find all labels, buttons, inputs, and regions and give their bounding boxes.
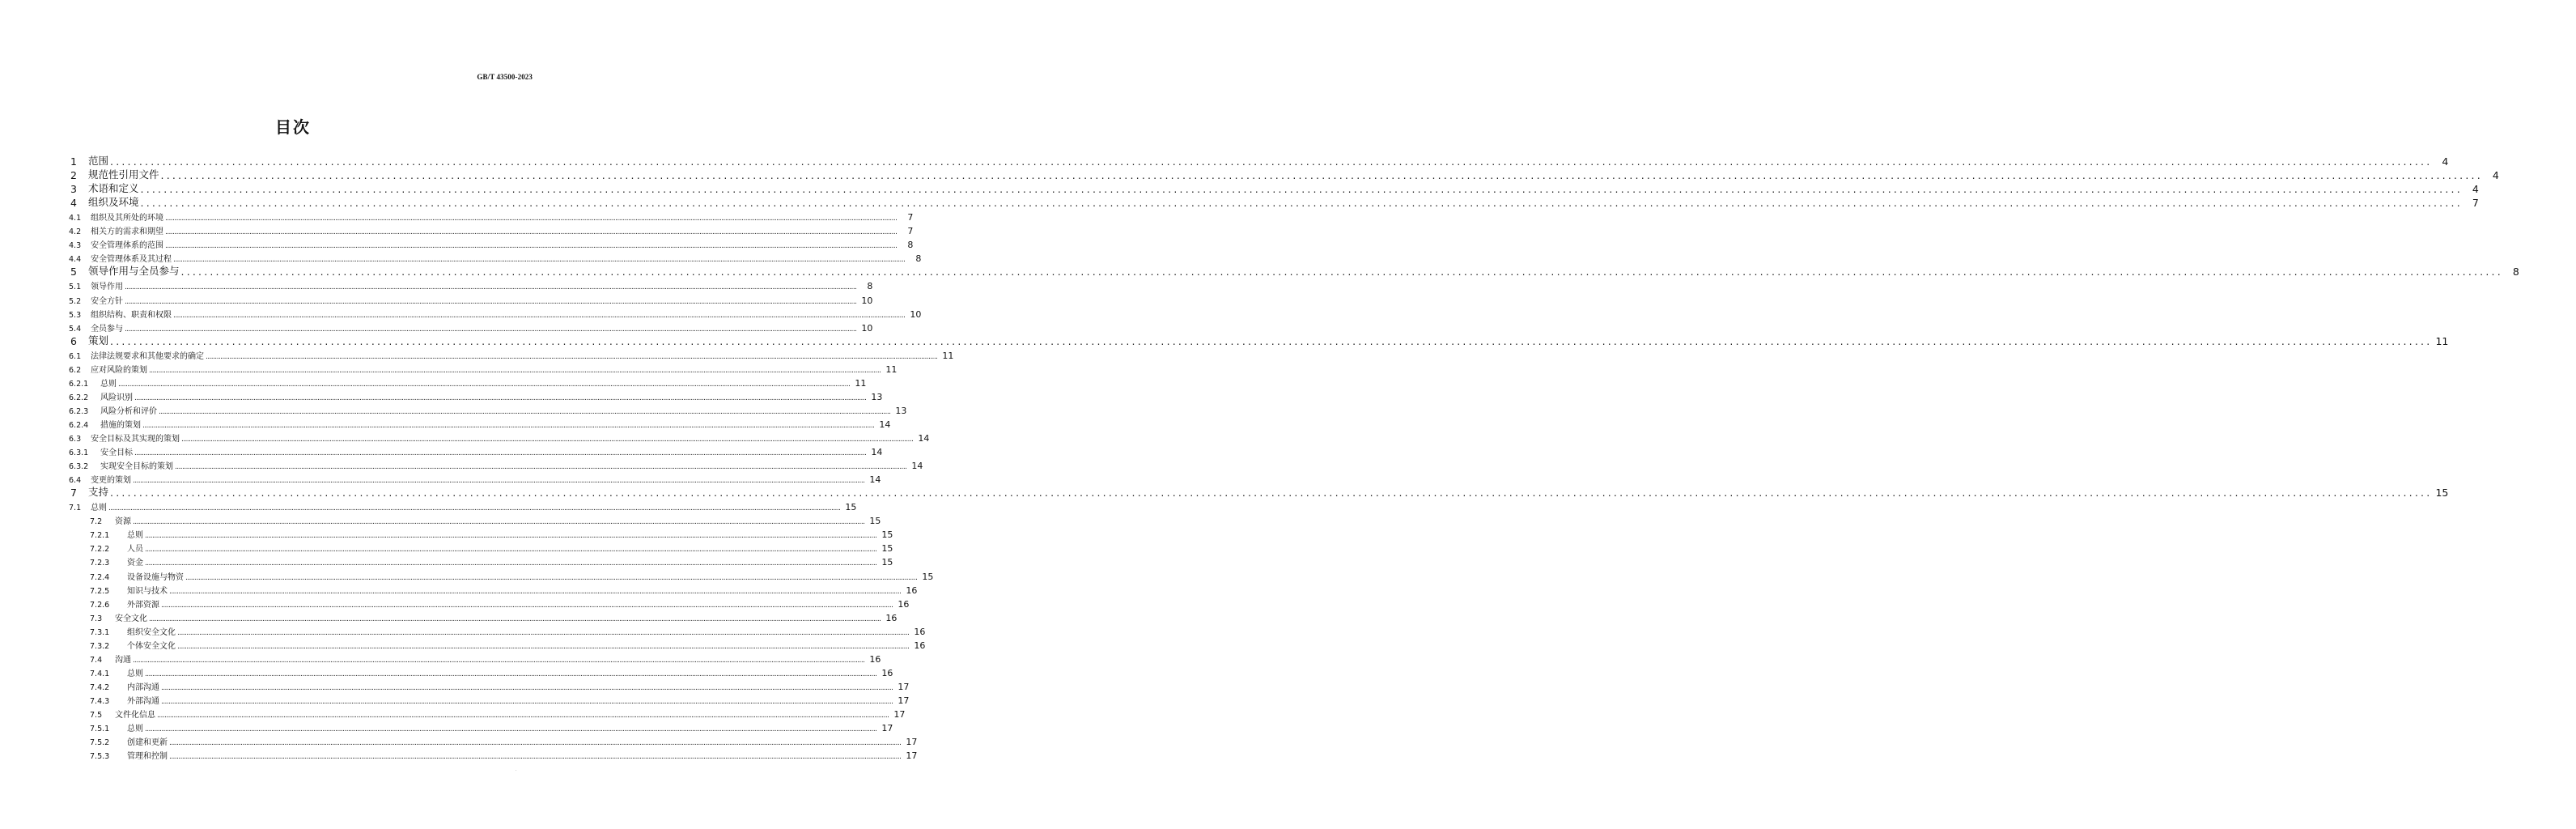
toc-entry-title: 沟通 (115, 655, 131, 665)
toc-entry-title: 组织安全文化 (127, 627, 176, 637)
toc-entry-number: 3 (70, 183, 77, 196)
toc-entry-number: 6.3.1 (69, 449, 89, 458)
toc-entry[interactable] (0, 182, 2479, 196)
toc-leader-dots: ................................................................................................................................................................................................................................................................................................................................................................................................................ (145, 559, 877, 568)
toc-entry[interactable] (0, 377, 867, 389)
toc-entry-number: 6.2.1 (69, 379, 89, 389)
toc-entry-number: 6.4 (69, 476, 82, 486)
toc-entry-page: 11 (942, 350, 954, 361)
toc-entry-page: 15 (922, 571, 934, 582)
toc-entry-page: 13 (895, 405, 907, 416)
toc-entry-number: 4.3 (69, 241, 82, 251)
toc-entry-page: 16 (869, 653, 881, 665)
toc-entry-number: 6.2.4 (69, 420, 89, 430)
toc-entry[interactable] (0, 653, 881, 665)
toc-entry-page: 13 (871, 391, 883, 402)
toc-entry-number: 7.1 (69, 504, 82, 513)
toc-entry-page: 15 (869, 516, 881, 527)
toc-entry[interactable] (0, 486, 2449, 500)
toc-leader-dots: ................................................................................................................................................................................................................................................................................................................................................................................................................ (125, 297, 857, 306)
toc-entry-title: 文件化信息 (115, 711, 155, 720)
toc-entry-title: 应对风险的策划 (91, 365, 147, 375)
toc-entry[interactable] (0, 542, 893, 555)
toc-entry-title: 总则 (100, 379, 117, 389)
toc-entry-title: 规范性引用文件 (88, 168, 159, 181)
toc-leader-dots: ................................................................................................................................................................................................................................................................................................................................................................................................................ (185, 573, 918, 582)
toc-entry[interactable] (0, 334, 2449, 347)
toc-entry-number: 7.4.3 (90, 696, 110, 706)
toc-entry-title: 安全文化 (115, 614, 147, 623)
toc-entry-title: 相关方的需求和期望 (91, 227, 163, 237)
toc-leader-dots: ................................................................................................................................................................................................................................................................................................................................................................................................................ (142, 421, 875, 430)
toc-entry-title: 安全管理体系的范围 (91, 241, 163, 251)
toc-entry-number: 6.1 (69, 351, 82, 361)
toc-entry[interactable] (0, 432, 930, 444)
toc-entry[interactable] (0, 640, 926, 651)
toc-entry-page: 16 (898, 598, 910, 610)
toc-entry-number: 4 (70, 197, 77, 210)
toc-entry-number: 5.3 (69, 310, 82, 320)
toc-leader-dots: ................................................................................................................................................................................................................................................................................................................................................................................................................ (145, 725, 877, 734)
toc-entry-number: 6.2.2 (69, 393, 89, 402)
toc-leader-dots: ................................................................................................................................................................................................................................................................................................................................................................................................................ (206, 352, 938, 361)
toc-entry-number: 7.4.1 (90, 669, 110, 678)
toc-entry[interactable] (0, 265, 2519, 278)
toc-entry-title: 组织及环境 (88, 196, 139, 209)
toc-entry-title: 总则 (127, 725, 143, 734)
toc-entry-title: 安全方针 (91, 296, 123, 306)
toc-leader-dots: ................................................................................................................................................................................................................................................................................................................................................................................................................ (110, 155, 2433, 168)
toc-entry-title: 个体安全文化 (127, 641, 176, 651)
toc-title: 目次 (275, 117, 311, 137)
toc-leader-dots: ................................................................................................................................................................................................................................................................................................................................................................................................................ (157, 712, 889, 720)
toc-entry-number: 7.5.1 (90, 725, 110, 734)
toc-entry-page: 17 (906, 750, 918, 762)
toc-entry[interactable] (0, 350, 954, 361)
toc-entry-title: 安全目标及其实现的策划 (91, 435, 180, 444)
toc-entry-number: 7.5 (90, 711, 103, 720)
toc-entry-title: 人员 (127, 545, 143, 555)
toc-entry-title: 外部资源 (127, 600, 159, 610)
toc-entry-number: 7.2.6 (90, 600, 110, 610)
toc-entry-number: 5 (70, 266, 77, 278)
toc-entry-number: 4.2 (69, 227, 82, 237)
toc-entry-page: 15 (881, 529, 893, 541)
toc-entry-number: 1 (70, 155, 77, 168)
toc-leader-dots: ................................................................................................................................................................................................................................................................................................................................................................................................................ (175, 463, 907, 472)
toc-entry-page: 14 (869, 474, 881, 486)
toc-entry-title: 安全管理体系及其过程 (91, 255, 172, 265)
toc-entry-page: 10 (910, 308, 922, 320)
toc-leader-dots: ................................................................................................................................................................................................................................................................................................................................................................................................................ (165, 215, 898, 223)
toc-entry-title: 组织及其所处的环境 (91, 214, 163, 223)
toc-entry-title: 总则 (127, 669, 143, 678)
toc-entry-number: 7.2.3 (90, 559, 110, 568)
toc-entry-page: 8 (867, 281, 873, 292)
toc-entry-number: 6.2.3 (69, 406, 89, 416)
toc-leader-dots: ................................................................................................................................................................................................................................................................................................................................................................................................................ (149, 366, 881, 375)
toc-leader-dots: ................................................................................................................................................................................................................................................................................................................................................................................................................ (160, 169, 2483, 182)
toc-entry-page: 7 (907, 226, 914, 237)
toc-entry-title: 术语和定义 (88, 182, 139, 195)
toc-entry[interactable] (0, 556, 893, 568)
toc-entry-title: 全员参与 (91, 324, 123, 334)
toc-entry[interactable] (0, 225, 914, 237)
toc-entry[interactable] (0, 585, 918, 596)
toc-leader-dots: ................................................................................................................................................................................................................................................................................................................................................................................................................ (133, 518, 865, 527)
toc-entry[interactable] (0, 211, 914, 223)
toc-leader-dots: ................................................................................................................................................................................................................................................................................................................................................................................................................ (133, 477, 865, 486)
toc-entry[interactable] (0, 695, 910, 706)
toc-entry-page: 17 (898, 681, 910, 692)
toc-entry[interactable] (0, 446, 883, 458)
toc-entry[interactable] (0, 598, 910, 610)
toc-entry[interactable] (0, 168, 2499, 182)
toc-entry[interactable] (0, 196, 2479, 210)
toc-entry[interactable] (0, 474, 881, 486)
toc-entry-page: 14 (918, 433, 930, 444)
toc-entry-number: 7.3.1 (90, 627, 110, 637)
toc-entry-page: 16 (881, 667, 893, 678)
toc-entry-title: 策划 (88, 334, 109, 346)
toc-entry-page: 14 (911, 461, 923, 472)
toc-entry-number: 7.2.2 (90, 545, 110, 555)
toc-entry-page: 16 (914, 640, 926, 651)
toc-entry-number: 6.2 (69, 365, 82, 375)
toc-entry-title: 总则 (91, 504, 107, 513)
toc-entry-title: 实现安全目标的策划 (100, 462, 173, 472)
toc-entry[interactable] (0, 391, 883, 402)
toc-entry[interactable] (0, 363, 898, 375)
toc-leader-dots: ................................................................................................................................................................................................................................................................................................................................................................................................................ (177, 628, 910, 637)
toc-entry-title: 措施的策划 (100, 420, 141, 430)
toc-entry-number: 4.4 (69, 255, 82, 265)
toc-entry-number: 6.3 (69, 435, 82, 444)
toc-leader-dots: ................................................................................................................................................................................................................................................................................................................................................................................................................ (159, 407, 891, 416)
toc-entry-title: 风险分析和评价 (100, 406, 157, 416)
toc-leader-dots: ................................................................................................................................................................................................................................................................................................................................................................................................................ (110, 487, 2433, 500)
toc-entry[interactable] (0, 722, 893, 734)
toc-entry-title: 风险识别 (100, 393, 133, 402)
toc-leader-dots: ................................................................................................................................................................................................................................................................................................................................................................................................................ (118, 380, 851, 389)
toc-leader-dots: ................................................................................................................................................................................................................................................................................................................................................................................................................ (145, 670, 877, 678)
toc-entry-page: 7 (907, 212, 914, 223)
toc-entry-page: 4 (2472, 183, 2479, 196)
toc-leader-dots: ................................................................................................................................................................................................................................................................................................................................................................................................................ (108, 504, 841, 513)
toc-entry-page: 17 (906, 737, 918, 748)
toc-entry-page: 15 (881, 557, 893, 568)
toc-leader-dots: ................................................................................................................................................................................................................................................................................................................................................................................................................ (165, 242, 898, 251)
toc-leader-dots: ................................................................................................................................................................................................................................................................................................................................................................................................................ (149, 614, 881, 623)
toc-entry[interactable] (0, 253, 922, 265)
toc-leader-dots: ................................................................................................................................................................................................................................................................................................................................................................................................................ (134, 393, 867, 402)
toc-entry-number: 5.4 (69, 324, 82, 334)
toc-leader-dots: ................................................................................................................................................................................................................................................................................................................................................................................................................ (134, 449, 867, 458)
toc-entry-page: 8 (907, 240, 914, 251)
toc-leader-dots: ................................................................................................................................................................................................................................................................................................................................................................................................................ (145, 546, 877, 555)
toc-entry-number: 5.2 (69, 296, 82, 306)
toc-leader-dots: ................................................................................................................................................................................................................................................................................................................................................................................................................ (140, 197, 2463, 210)
toc-entry-number: 4.1 (69, 214, 82, 223)
toc-leader-dots: ................................................................................................................................................................................................................................................................................................................................................................................................................ (181, 436, 914, 444)
toc-entry[interactable] (0, 155, 2449, 168)
toc-entry-title: 法律法规要求和其他要求的确定 (91, 351, 204, 361)
toc-leader-dots: ................................................................................................................................................................................................................................................................................................................................................................................................................ (169, 587, 902, 596)
toc-entry[interactable] (0, 681, 910, 692)
toc-entry[interactable] (0, 626, 926, 637)
toc-entry-number: 2 (70, 169, 77, 182)
toc-entry[interactable] (0, 736, 918, 748)
toc-entry-title: 资金 (127, 559, 143, 568)
toc-leader-dots: ................................................................................................................................................................................................................................................................................................................................................................................................................ (133, 656, 865, 665)
toc-entry-number: 7.2.4 (90, 572, 110, 582)
toc-leader-dots: ................................................................................................................................................................................................................................................................................................................................................................................................................ (180, 266, 2503, 278)
toc-entry-title: 总则 (127, 531, 143, 541)
toc-leader-dots: ................................................................................................................................................................................................................................................................................................................................................................................................................ (165, 228, 898, 237)
toc-entry-number: 7 (70, 487, 77, 500)
toc-entry[interactable] (0, 667, 893, 678)
toc-entry-number: 7.3.2 (90, 641, 110, 651)
toc-entry-title: 范围 (88, 155, 109, 167)
toc-entry[interactable] (0, 295, 873, 306)
toc-entry-title: 领导作用与全员参与 (88, 265, 180, 278)
toc-entry[interactable] (0, 322, 873, 334)
toc-entry-number: 7.5.3 (90, 752, 110, 762)
toc-entry[interactable] (0, 708, 906, 720)
toc-leader-dots: ................................................................................................................................................................................................................................................................................................................................................................................................................ (169, 753, 902, 762)
toc-entry-page: 16 (906, 585, 918, 596)
toc-entry-title: 领导作用 (91, 283, 123, 292)
toc-entry[interactable] (0, 529, 893, 541)
toc-entry-number: 6 (70, 334, 77, 347)
toc-entry-number: 7.4.2 (90, 682, 110, 692)
toc-entry-page: 8 (915, 253, 922, 265)
toc-entry-page: 10 (861, 295, 873, 306)
toc-entry-title: 知识与技术 (127, 586, 168, 596)
toc-entry-title: 创建和更新 (127, 738, 168, 748)
toc-entry[interactable] (0, 419, 891, 430)
toc-leader-dots: ................................................................................................................................................................................................................................................................................................................................................................................................................ (161, 697, 893, 706)
toc-leader-dots: ................................................................................................................................................................................................................................................................................................................................................................................................................ (110, 334, 2433, 347)
toc-leader-dots: ................................................................................................................................................................................................................................................................................................................................................................................................................ (125, 325, 857, 334)
toc-entry-title: 内部沟通 (127, 682, 159, 692)
toc-entry-page: 11 (2435, 334, 2449, 347)
toc-entry-title: 变更的策划 (91, 476, 131, 486)
toc-entry[interactable] (0, 308, 922, 320)
toc-entry[interactable] (0, 571, 934, 582)
toc-entry-title: 外部沟通 (127, 696, 159, 706)
toc-leader-dots: ................................................................................................................................................................................................................................................................................................................................................................................................................ (173, 256, 906, 265)
toc-entry-page: 10 (861, 322, 873, 334)
toc-entry-number: 7.2 (90, 517, 103, 527)
toc-entry-page: 14 (879, 419, 891, 430)
toc-entry-number: 7.2.1 (90, 531, 110, 541)
toc-entry[interactable] (0, 280, 873, 292)
toc-entry-title: 组织结构、职责和权限 (91, 310, 172, 320)
toc-entry[interactable] (0, 501, 857, 513)
toc-entry-page: 15 (881, 543, 893, 555)
toc-entry-number: 6.3.2 (69, 462, 89, 472)
toc-entry-number: 7.5.2 (90, 738, 110, 748)
toc-leader-dots: ................................................................................................................................................................................................................................................................................................................................................................................................................ (173, 311, 906, 320)
toc-entry-page: 16 (914, 626, 926, 637)
toc-entry[interactable] (0, 460, 923, 472)
scan-mark: · (516, 768, 517, 773)
toc-entry[interactable] (0, 405, 907, 416)
toc-entry-number: 7.2.5 (90, 586, 110, 596)
toc-entry-page: 15 (2435, 487, 2449, 500)
toc-entry-number: 7.4 (90, 655, 103, 665)
toc-entry-title: 支持 (88, 486, 109, 499)
toc-entry-page: 17 (881, 723, 893, 734)
toc-leader-dots: ................................................................................................................................................................................................................................................................................................................................................................................................................ (125, 283, 857, 292)
toc-entry-title: 设备设施与物资 (127, 572, 184, 582)
toc-entry-page: 4 (2492, 169, 2499, 182)
toc-entry-page: 11 (885, 363, 898, 375)
toc-entry-page: 8 (2512, 266, 2519, 278)
toc-leader-dots: ................................................................................................................................................................................................................................................................................................................................................................................................................ (145, 532, 877, 541)
toc-leader-dots: ................................................................................................................................................................................................................................................................................................................................................................................................................ (161, 601, 893, 610)
toc-entry-page: 15 (845, 502, 857, 513)
toc-entry[interactable] (0, 239, 914, 251)
standard-code: GB/T 43500-2023 (477, 73, 533, 81)
toc-entry-page: 17 (893, 709, 906, 720)
toc-entry-page: 17 (898, 695, 910, 706)
toc-leader-dots: ................................................................................................................................................................................................................................................................................................................................................................................................................ (169, 739, 902, 748)
toc-leader-dots: ................................................................................................................................................................................................................................................................................................................................................................................................................ (161, 683, 893, 692)
toc-entry[interactable] (0, 612, 898, 623)
toc-entry-number: 7.3 (90, 614, 103, 623)
toc-leader-dots: ................................................................................................................................................................................................................................................................................................................................................................................................................ (177, 642, 910, 651)
toc-entry-number: 5.1 (69, 283, 82, 292)
toc-entry-page: 14 (871, 447, 883, 458)
toc-entry-title: 资源 (115, 517, 131, 527)
toc-entry-page: 7 (2472, 197, 2479, 210)
toc-entry-title: 管理和控制 (127, 752, 168, 762)
toc-entry-page: 11 (855, 377, 867, 389)
toc-leader-dots: ................................................................................................................................................................................................................................................................................................................................................................................................................ (140, 183, 2463, 196)
toc-entry[interactable] (0, 750, 918, 762)
toc-entry-title: 安全目标 (100, 449, 133, 458)
toc-entry-page: 4 (2442, 155, 2449, 168)
toc-entry[interactable] (0, 515, 881, 527)
toc-entry-page: 16 (885, 612, 898, 623)
